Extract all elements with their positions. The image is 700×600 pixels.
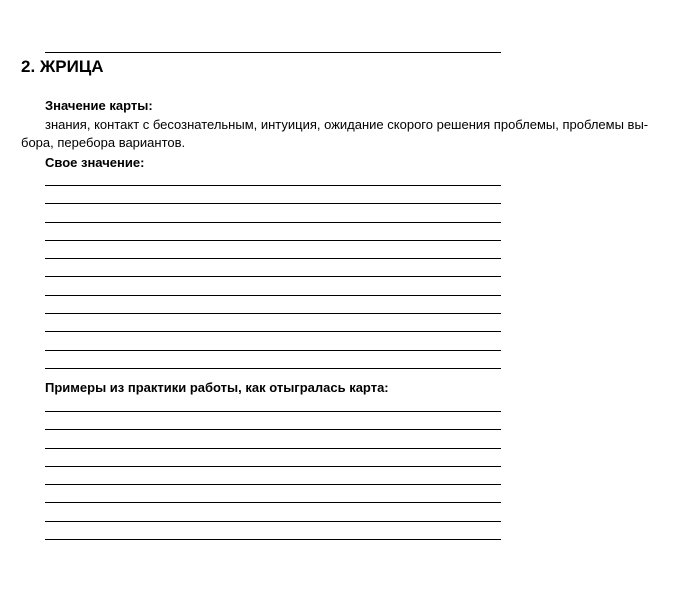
own-meaning-write-lines (45, 185, 501, 386)
write-line (45, 185, 501, 186)
write-line (45, 295, 501, 296)
practice-examples-write-lines (45, 411, 501, 557)
write-line (45, 539, 501, 540)
write-line (45, 448, 501, 449)
write-line (45, 429, 501, 430)
write-line (45, 276, 501, 277)
write-line (45, 466, 501, 467)
write-line (45, 313, 501, 314)
practice-examples-label: Примеры из практики работы, как отыгралась карта: (45, 380, 389, 395)
meaning-text (21, 116, 686, 152)
write-line (45, 350, 501, 351)
card-title: 2. ЖРИЦА (21, 57, 104, 76)
write-line (45, 484, 501, 485)
meaning-text-line-2: бора, перебора вариантов. (21, 135, 186, 150)
meaning-label: Значение карты: (45, 98, 153, 113)
meaning-text-line-1: знания, контакт с бесознательным, интуиция, ожидание скорого решения проблемы, проблемы вы- (45, 117, 649, 132)
write-line (45, 521, 501, 522)
write-line (45, 222, 501, 223)
write-line (45, 258, 501, 259)
own-meaning-label: Свое значение: (45, 155, 145, 170)
write-line (45, 203, 501, 204)
write-line (45, 502, 501, 503)
write-line (45, 411, 501, 412)
write-line (45, 240, 501, 241)
write-line (45, 368, 501, 369)
write-line (45, 331, 501, 332)
top-rule (45, 52, 501, 53)
